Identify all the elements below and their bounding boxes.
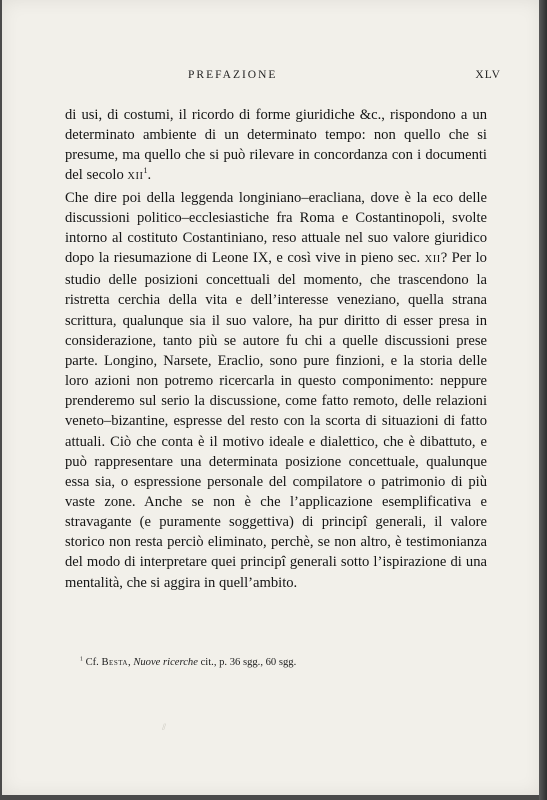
- paragraph: [65, 105, 487, 188]
- small-caps-numeral: XII: [424, 254, 441, 266]
- footnote-marker: 1: [80, 656, 83, 663]
- footnote-citation: cit., p. 36 sgg., 60 sgg.: [200, 657, 297, 668]
- book-page: [2, 0, 541, 795]
- small-caps-numeral: XII: [127, 171, 144, 183]
- footnote-work: Nuove ricerche: [133, 657, 198, 668]
- footnote-prefix: Cf.: [85, 657, 99, 668]
- page-mark: //: [162, 722, 166, 732]
- text-segment: di usi, di costumi, il ricordo di forme giuridiche &c., rispondono a un determinato ambiente di un determinato tempo: non quello che si presume, ma quello che si può rilevare in concordanza con i documenti del secolo: [65, 107, 487, 184]
- page-edge-shadow: [539, 0, 547, 800]
- text-segment: ? Per lo studio delle posizioni concettuali del momento, che trascendono la ristretta cerchia della vita e dell’interesse veneziano, quella strana scrittura, qualunque sia il suo valore, ha pur diritto di esser presa in considerazione, tanto più se autore fu chi a quelle discussioni prese parte. Longino, Narsete, Eraclio, sono pure finzioni, e la storia delle loro azioni non potremo ricercarla in questo componimento: neppure prenderemo sul serio la discussione, come fatto remoto, delle relazioni veneto–bizantine, espresse del resto con la scorta di situazioni di fatto attuali. Ciò che conta è il motivo ideale e dialettico, che è dibattuto, e può rappresentare una determinata posizione concettuale, qualunque essa sia, o espressione personale del compilatore o patrimonio di più vaste zone. Anche se non è che l’applicazione esemplificativa e stravagante (e puramente soggettiva) di principî generali, il valore storico non resta perciò eliminato, perchè, se non altro, è testimonianza del modo di interpretare quei principî generali sotto l’ispirazione di una mentalità, che si aggira in quell’ambito.: [65, 250, 487, 591]
- body-text: [65, 105, 487, 593]
- footnote: $^1$ Cf. Besta, Nuove ricerche cit., p. 36 sgg., 60 sgg.: [80, 656, 297, 668]
- paragraph: [65, 188, 487, 593]
- footnote-reference: 1: [143, 166, 148, 176]
- text-segment: Che dire poi della leggenda longiniano–eracliana, dove è la eco delle discussioni politico–ecclesiastiche fra Roma e Costantinopoli, svolte intorno al costituto Costantiniano, reso attuale nel suo valore giuridico dopo la riesumazione di Leone IX, e così vive in pieno sec.: [65, 189, 487, 267]
- running-head-title: PREFAZIONE: [188, 69, 278, 81]
- footnote-author: Besta: [101, 657, 128, 668]
- page-number: XLV: [475, 69, 501, 81]
- text-segment: .: [147, 167, 152, 184]
